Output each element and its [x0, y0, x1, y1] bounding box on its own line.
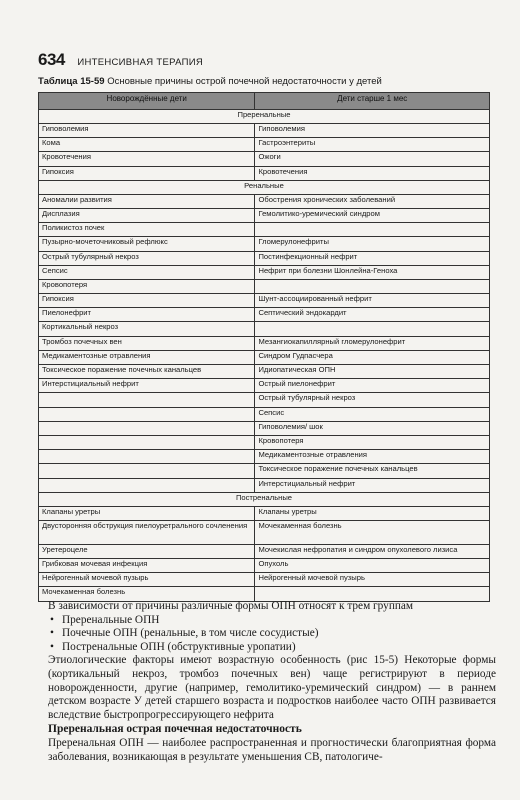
cell-older-children: Гиповолемия/ шок	[255, 421, 490, 435]
cell-older-children	[255, 587, 490, 601]
table-row	[39, 265, 490, 279]
table-row	[39, 587, 490, 601]
cell-newborns: Нейрогенный мочевой пузырь	[39, 573, 255, 587]
cell-older-children	[255, 322, 490, 336]
cell-older-children: Медикаментозные отравления	[255, 450, 490, 464]
cell-newborns: Пиелонефрит	[39, 308, 255, 322]
cell-newborns: Тромбоз почечных вен	[39, 336, 255, 350]
cell-newborns: Острый тубулярный некроз	[39, 251, 255, 265]
intro-paragraph: В зависимости от причины различные формы ОПН относят к трем группам	[48, 600, 414, 612]
cell-older-children: Мезангиокапиллярный гломерулонефрит	[255, 336, 490, 350]
section-title: Преренальные	[39, 110, 490, 124]
body-text	[48, 600, 496, 764]
cell-newborns: Поликистоз почек	[39, 223, 255, 237]
table-row	[39, 506, 490, 520]
etiology-paragraph: Этиологические факторы имеют возрастную особенность (рис 15-5) Некоторые формы (кортикальный некроз, тромбоз почечных вен) чаще регистрируют в периоде новорожденности, другие (например, гемолитико-уремический синдром) — в раннем детском возрасте У детей старшего возраста и подростков наиболее часто ОПН развивается вследствие быстропрогрессирующего нефрита	[48, 654, 496, 721]
list-item-text: Преренальные ОПН	[62, 613, 160, 626]
cell-older-children: Клапаны уретры	[255, 506, 490, 520]
table-row	[39, 336, 490, 350]
table-row	[39, 421, 490, 435]
table-row	[39, 350, 490, 364]
table-row	[39, 464, 490, 478]
section-row	[39, 180, 490, 194]
opn-groups-list	[48, 614, 496, 655]
cell-newborns: Дисплазия	[39, 208, 255, 222]
cell-newborns: Кровопотеря	[39, 279, 255, 293]
cell-older-children: Мочекаменная болезнь	[255, 520, 490, 544]
cell-newborns: Кортикальный некроз	[39, 322, 255, 336]
page-header	[38, 50, 488, 72]
bullet-icon: •	[50, 640, 54, 653]
cell-newborns: Уретероцеле	[39, 544, 255, 558]
cell-older-children: Гиповолемия	[255, 124, 490, 138]
table-row	[39, 223, 490, 237]
cell-newborns: Мочекаменная болезнь	[39, 587, 255, 601]
cell-older-children: Гемолитико-уремический синдром	[255, 208, 490, 222]
cell-older-children: Кровотечения	[255, 166, 490, 180]
table-row	[39, 251, 490, 265]
cell-newborns: Токсическое поражение почечных канальцев	[39, 365, 255, 379]
table-row	[39, 379, 490, 393]
cell-older-children: Шунт-ассоциированный нефрит	[255, 294, 490, 308]
cell-newborns	[39, 478, 255, 492]
cell-newborns: Двусторонняя обструкция пиелоуретрального сочленения	[39, 520, 255, 544]
cell-older-children: Острый пиелонефрит	[255, 379, 490, 393]
cell-newborns: Гипоксия	[39, 166, 255, 180]
table-row	[39, 294, 490, 308]
table-row	[39, 124, 490, 138]
list-item	[48, 614, 496, 628]
table-row	[39, 138, 490, 152]
cell-older-children: Септический эндокардит	[255, 308, 490, 322]
cell-newborns: Клапаны уретры	[39, 506, 255, 520]
list-item	[48, 627, 496, 641]
cell-newborns: Кровотечения	[39, 152, 255, 166]
list-item	[48, 641, 496, 655]
cell-older-children: Обострения хронических заболеваний	[255, 194, 490, 208]
cell-older-children: Сепсис	[255, 407, 490, 421]
table-caption-label: Таблица 15-59	[38, 76, 105, 87]
cell-older-children: Ожоги	[255, 152, 490, 166]
table-header-row	[39, 93, 490, 110]
page-number: 634	[38, 50, 65, 69]
section-subheading: Преренальная острая почечная недостаточность	[48, 723, 302, 736]
cell-newborns: Сепсис	[39, 265, 255, 279]
cell-newborns: Гиповолемия	[39, 124, 255, 138]
cell-newborns: Кома	[39, 138, 255, 152]
table-row	[39, 573, 490, 587]
cell-newborns	[39, 435, 255, 449]
cell-newborns	[39, 464, 255, 478]
table-row	[39, 365, 490, 379]
table-row	[39, 322, 490, 336]
cell-older-children: Постинфекционный нефрит	[255, 251, 490, 265]
cell-older-children	[255, 279, 490, 293]
table-row	[39, 152, 490, 166]
bullet-icon: •	[50, 627, 54, 640]
cell-newborns	[39, 393, 255, 407]
table-row	[39, 279, 490, 293]
table-caption-text: Основные причины острой почечной недостаточности у детей	[107, 76, 382, 87]
list-item-text: Постренальные ОПН (обструктивные уропатии)	[62, 640, 296, 653]
section-row	[39, 492, 490, 506]
cell-older-children: Идиопатическая ОПН	[255, 365, 490, 379]
section-title: Ренальные	[39, 180, 490, 194]
cell-newborns: Гипоксия	[39, 294, 255, 308]
list-item-text: Почечные ОПН (ренальные, в том числе сосудистые)	[62, 627, 319, 640]
table-row	[39, 407, 490, 421]
cell-older-children: Синдром Гудпасчера	[255, 350, 490, 364]
cell-older-children: Гломерулонефриты	[255, 237, 490, 251]
cell-newborns	[39, 450, 255, 464]
table-row	[39, 520, 490, 544]
cell-older-children: Гастроэнтериты	[255, 138, 490, 152]
running-title: ИНТЕНСИВНАЯ ТЕРАПИЯ	[77, 57, 204, 68]
table-row	[39, 166, 490, 180]
table-row	[39, 393, 490, 407]
cell-older-children	[255, 223, 490, 237]
table-row	[39, 544, 490, 558]
causes-table	[38, 92, 490, 602]
section-row	[39, 110, 490, 124]
bullet-icon: •	[50, 613, 54, 626]
cell-newborns: Интерстициальный нефрит	[39, 379, 255, 393]
cell-older-children: Опухоль	[255, 559, 490, 573]
table-row	[39, 478, 490, 492]
table-row	[39, 308, 490, 322]
cell-newborns: Пузырно-мочеточниковый рефлюкс	[39, 237, 255, 251]
table-caption	[38, 76, 498, 87]
table-row	[39, 237, 490, 251]
cell-newborns	[39, 407, 255, 421]
table-row	[39, 450, 490, 464]
column-header-older-children: Дети старше 1 мес	[255, 93, 490, 110]
cell-newborns: Медикаментозные отравления	[39, 350, 255, 364]
cell-older-children: Интерстициальный нефрит	[255, 478, 490, 492]
cell-newborns	[39, 421, 255, 435]
cell-older-children: Кровопотеря	[255, 435, 490, 449]
cell-older-children: Нейрогенный мочевой пузырь	[255, 573, 490, 587]
table-row	[39, 435, 490, 449]
cell-older-children: Токсическое поражение почечных канальцев	[255, 464, 490, 478]
cell-newborns: Аномалии развития	[39, 194, 255, 208]
prerenal-paragraph: Преренальная ОПН — наиболее распространенная и прогностически благоприятная форма заболевания, возникающая в результате уменьшения СВ, патологиче-	[48, 736, 496, 763]
cell-older-children: Острый тубулярный некроз	[255, 393, 490, 407]
cell-newborns: Грибковая мочевая инфекция	[39, 559, 255, 573]
table-row	[39, 559, 490, 573]
table-row	[39, 194, 490, 208]
table-row	[39, 208, 490, 222]
cell-older-children: Нефрит при болезни Шонлейна-Геноха	[255, 265, 490, 279]
column-header-newborns: Новорождённые дети	[39, 93, 255, 110]
cell-older-children: Мочекислая нефропатия и синдром опухолевого лизиса	[255, 544, 490, 558]
section-title: Постренальные	[39, 492, 490, 506]
